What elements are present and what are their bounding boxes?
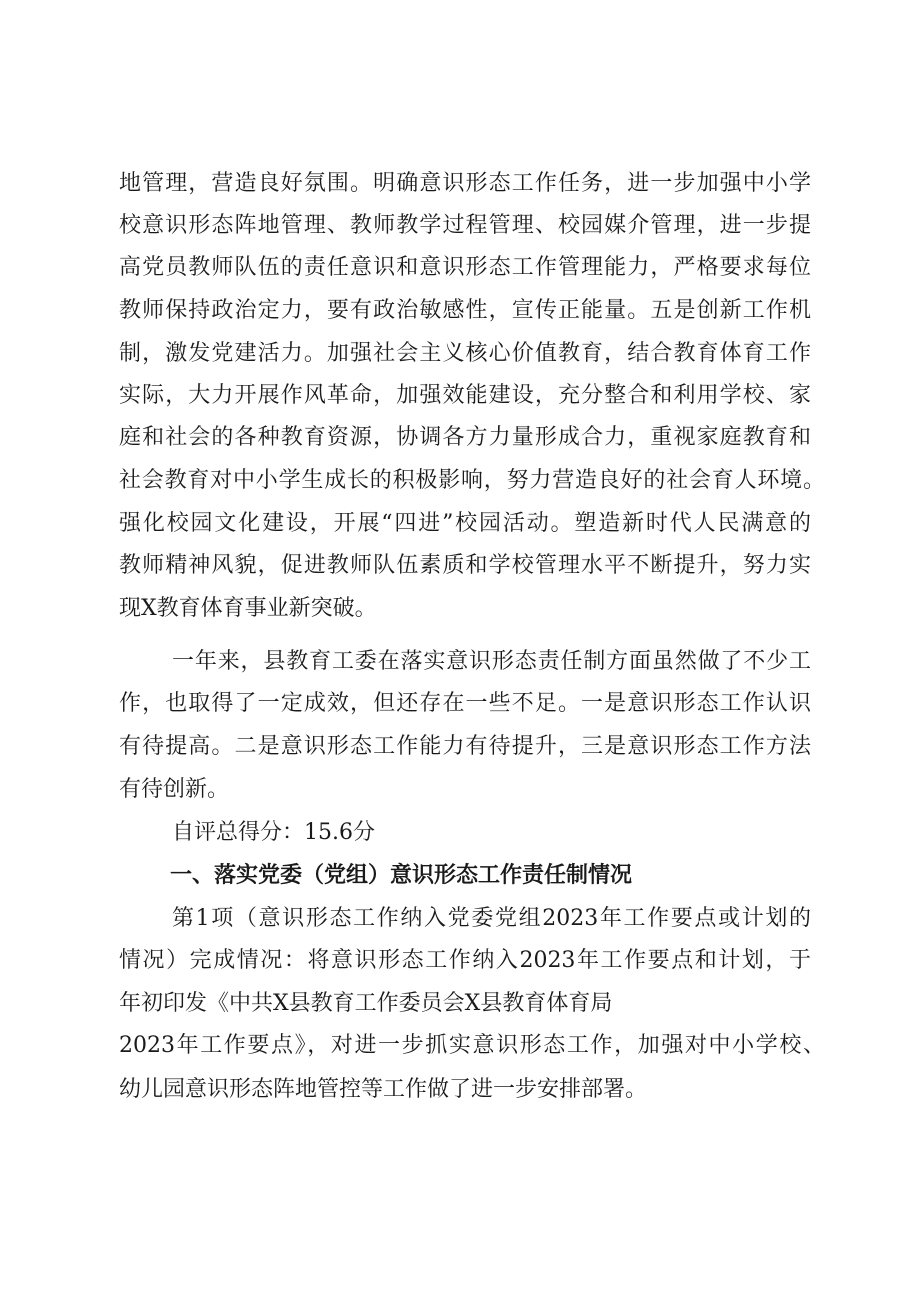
paragraph-line: 幼儿园意识形态阵地管控等工作做了进一步安排部署。 [119, 1077, 648, 1102]
paragraph-line: 有待创新。 [119, 777, 230, 802]
paragraph-line: 实际，大力开展作风革命，加强效能建设，充分整合和利用学校、家 [119, 383, 811, 408]
paragraph-line: 教师精神风貌，促进教师队伍素质和学校管理水平不断提升，努力实 [119, 553, 811, 578]
paragraph-line: 教师保持政治定力，要有政治敏感性，宣传正能量。五是创新工作机 [119, 298, 811, 323]
paragraph-line: 情况）完成情况：将意识形态工作纳入2023年工作要点和计划，于 [119, 948, 811, 973]
paragraph-line: 强化校园文化建设，开展“四进”校园活动。塑造新时代人民满意的 [119, 511, 811, 536]
paragraph-line: 地管理，营造良好氛围。明确意识形态工作任务，进一步加强中小学 [119, 171, 811, 196]
paragraph-line: 校意识形态阵地管理、教师教学过程管理、校园媒介管理，进一步提 [119, 213, 811, 238]
paragraph-line: 社会教育对中小学生成长的积极影响，努力营造良好的社会育人环境。 [119, 468, 825, 493]
paragraph-line: 庭和社会的各种教育资源，协调各方力量形成合力，重视家庭教育和 [119, 425, 811, 450]
paragraph-line: 高党员教师队伍的责任意识和意识形态工作管理能力，严格要求每位 [119, 255, 811, 280]
paragraph-line: 有待提高。二是意识形态工作能力有待提升，三是意识形态工作方法 [119, 734, 811, 759]
paragraph-line: 一年来，县教育工委在落实意识形态责任制方面虽然做了不少工 [172, 649, 811, 674]
paragraph-line: 制，激发党建活力。加强社会主义核心价值教育，结合教育体育工作 [119, 341, 811, 366]
paragraph-line: 作，也取得了一定成效，但还存在一些不足。一是意识形态工作认识 [119, 691, 811, 716]
paragraph-line: 2023年工作要点》，对进一步抓实意识形态工作，加强对中小学校、 [119, 1033, 825, 1058]
paragraph-line: 现X教育体育事业新突破。 [119, 596, 377, 621]
section-heading: 一、落实党委（党组）意识形态工作责任制情况 [170, 863, 633, 888]
paragraph-line: 年初印发《中共X县教育工作委员会X县教育体育局 [119, 991, 613, 1016]
paragraph-line: 第1项（意识形态工作纳入党委党组2023年工作要点或计划的 [172, 906, 811, 931]
self-score: 自评总得分：15.6分 [172, 820, 375, 845]
